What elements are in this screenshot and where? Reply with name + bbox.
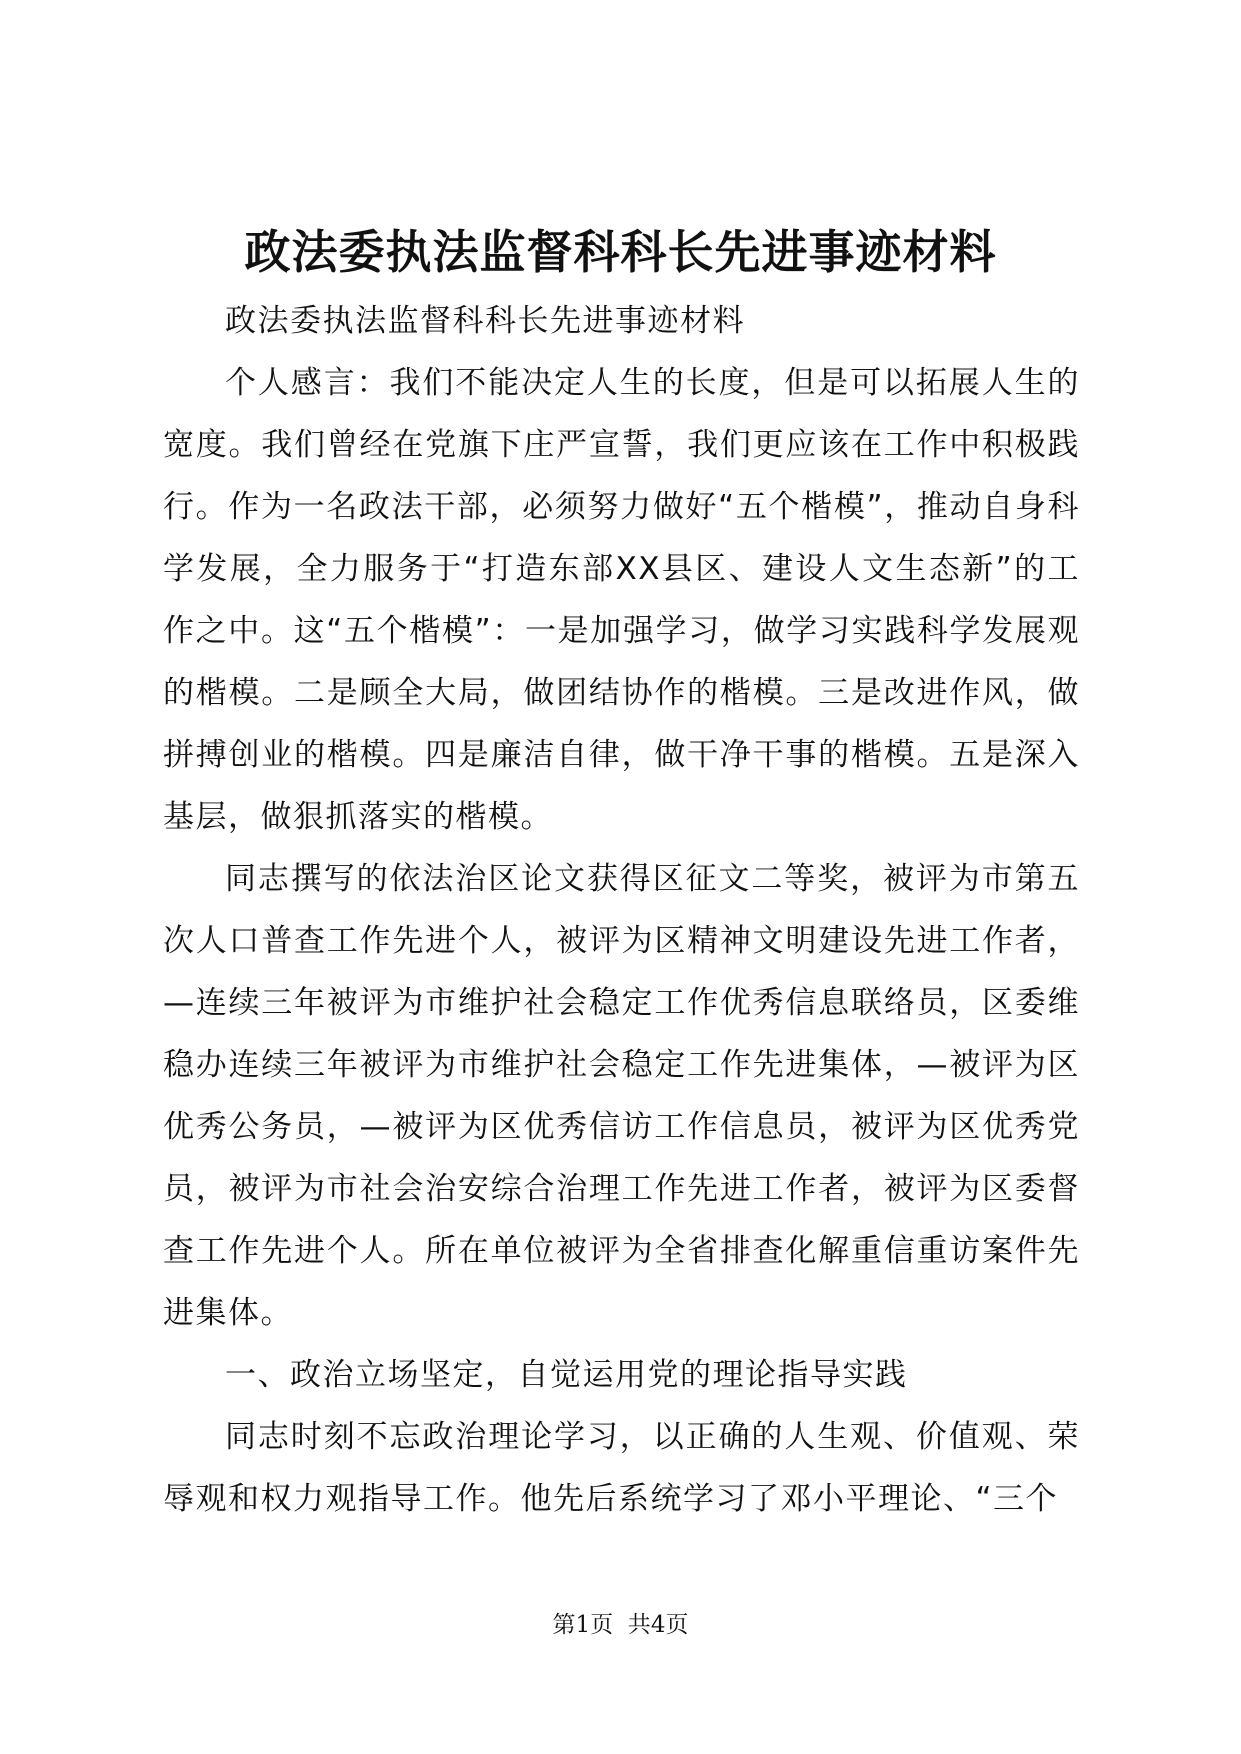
footer-mid: 页 共 — [590, 1612, 651, 1638]
footer-suffix: 页 — [665, 1612, 689, 1638]
personal-statement-paragraph: 个人感言：我们不能决定人生的长度，但是可以拓展人生的宽度。我们曾经在党旗下庄严宣誓，我们更应该在工作中积极践行。作为一名政法干部，必须努力做好“五个楷模”，推动自身科学发展，全力服务于“打造东部XX县区、建设人文生态新”的工作之中。这“五个楷模”：一是加强学习，做学习实践科学发展观的楷模。二是顾全大局，做团结协作的楷模。三是改进作风，做拼搏创业的楷模。四是廉洁自律，做干净干事的楷模。五是深入基层，做狠抓落实的楷模。 — [163, 365, 1080, 835]
page-footer — [0, 1610, 1241, 1640]
section-heading-1: 一、政治立场坚定，自觉运用党的理论指导实践 — [225, 1357, 908, 1393]
honors-paragraph: 同志撰写的依法治区论文获得区征文二等奖，被评为市第五次人口普查工作先进个人，被评为区精神文明建设先进工作者，—连续三年被评为市维护社会稳定工作优秀信息联络员，区委维稳办连续三年被评为市维护社会稳定工作先进集体，—被评为区优秀公务员，—被评为区优秀信访工作信息员，被评为区优秀党员，被评为市社会治安综合治理工作先进工作者，被评为区委督查工作先进个人。所在单位被评为全省排查化解重信重访案件先进集体。 — [163, 861, 1080, 1331]
footer-total-pages: 4 — [650, 1612, 666, 1638]
footer-prefix: 第 — [552, 1612, 576, 1638]
document-title: 政法委执法监督科科长先进事迹材料 — [244, 225, 997, 279]
section-1-paragraph: 同志时刻不忘政治理论学习，以正确的人生观、价值观、荣辱观和权力观指导工作。他先后系统学习了邓小平理论、“三个 — [163, 1419, 1080, 1517]
subtitle-paragraph: 政法委执法监督科科长先进事迹材料 — [225, 303, 745, 339]
document-body — [163, 290, 1080, 1530]
footer-page-number: 1 — [575, 1612, 591, 1638]
